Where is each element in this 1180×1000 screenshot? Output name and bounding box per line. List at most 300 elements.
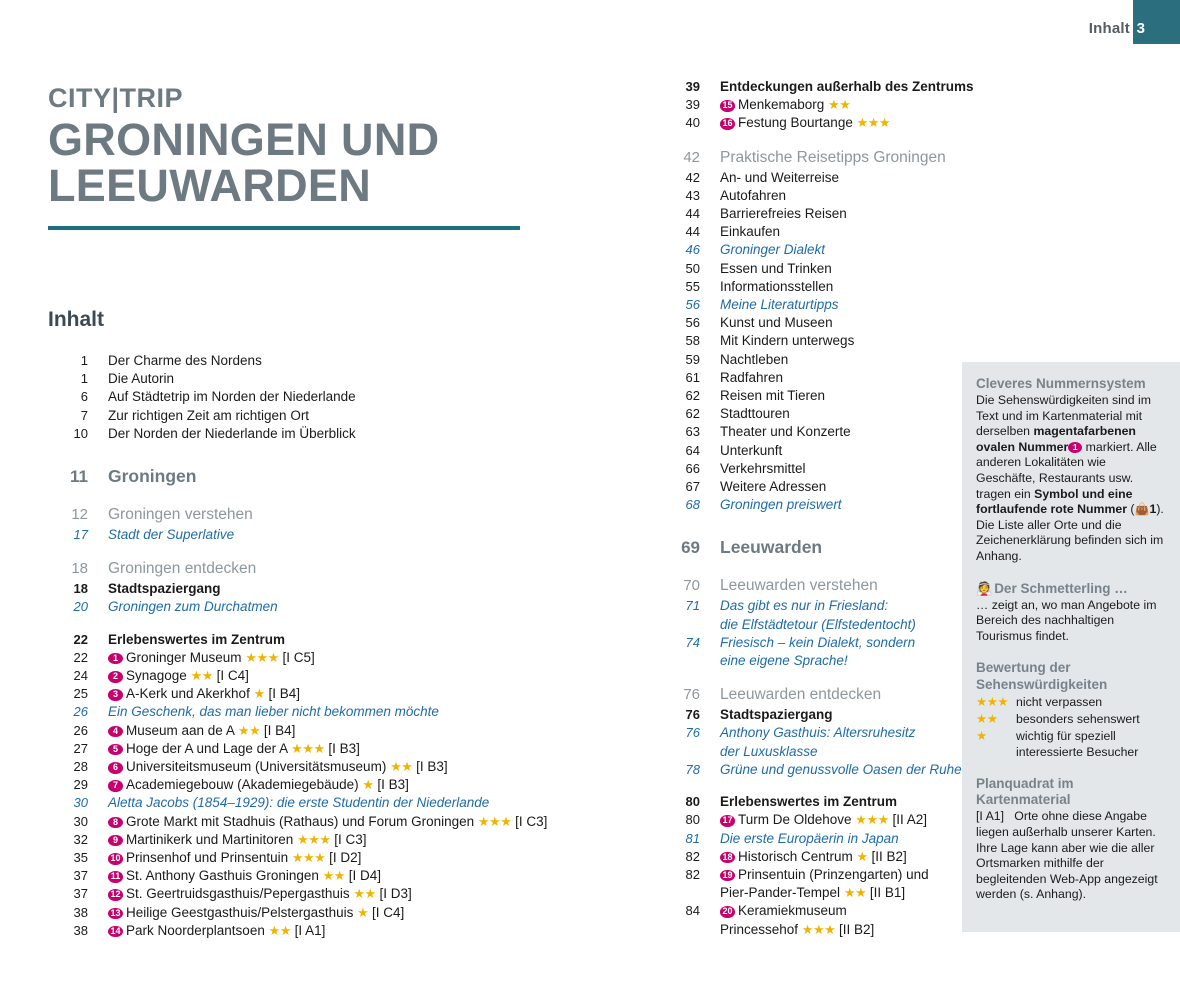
toc-page-number: 42: [683, 148, 700, 166]
toc-entry-label: Auf Städtetrip im Norden der Niederlande: [108, 389, 356, 405]
sidebar-gap-1: [976, 565, 1166, 581]
toc-page-number: 11: [70, 467, 88, 487]
toc-entry-label: Weitere Adressen: [720, 479, 827, 495]
toc-page-number: 44: [685, 206, 700, 222]
toc-page-number: 29: [73, 777, 88, 793]
toc-row[interactable]: [48, 526, 608, 544]
plan-heading: Planquadrat im Kartenmaterial: [976, 776, 1074, 808]
poi-number-badge-icon: 17: [720, 815, 735, 827]
star-rating: ★★★: [291, 850, 326, 866]
plan-code: [I A1]: [976, 809, 1005, 824]
toc-row[interactable]: [660, 205, 960, 223]
toc-row[interactable]: [48, 504, 608, 526]
toc-entry-label: Erlebenswertes im Zentrum: [720, 794, 898, 810]
toc-row[interactable]: [48, 849, 608, 867]
poi-number-badge-icon: 12: [108, 889, 123, 901]
toc-row[interactable]: [660, 793, 960, 811]
toc-page-number: 43: [685, 187, 700, 203]
star-rating: ★★★: [856, 115, 891, 131]
toc-entry-label: Friesisch – kein Dialekt, sondern eine eigene Sprache!: [720, 634, 916, 669]
butterfly-heading: Der Schmetterling …: [994, 580, 1128, 596]
toc-entry-label: Leeuwarden entdecken: [720, 686, 882, 704]
toc-row[interactable]: [48, 722, 608, 740]
bag-number: 1: [1149, 502, 1157, 517]
toc-row[interactable]: [660, 460, 960, 478]
toc-entry-label: Groningen zum Durchatmen: [108, 599, 278, 615]
toc-entry-label: 10 Prinsenhof und Prinsentuin ★★★ [I D2]: [108, 849, 361, 867]
toc-page-number: 40: [685, 115, 700, 131]
poi-number-badge-icon: 6: [108, 762, 123, 774]
toc-entry-label: Theater und Konzerte: [720, 424, 851, 440]
row-spacer: [660, 133, 960, 147]
star-rating: ★★: [976, 712, 998, 727]
toc-entry-label: 8 Grote Markt mit Stadhuis (Rathaus) und Forum Groningen ★★★ [I C3]: [108, 813, 547, 831]
info-sidebar: [962, 362, 1180, 932]
toc-page-number: 1: [80, 353, 88, 368]
map-grid-reference: [I B3]: [324, 740, 360, 756]
star-rating: ★★: [390, 759, 413, 775]
row-spacer: [660, 514, 960, 534]
toc-entry-label: Aletta Jacobs (1854–1929): die erste Studentin der Niederlande: [108, 795, 490, 811]
toc-row[interactable]: [660, 761, 960, 779]
toc-page-number: 69: [681, 538, 700, 558]
toc-row[interactable]: [660, 260, 960, 278]
rating-heading-line-1: Bewertung der: [976, 660, 1071, 676]
toc-entry-label: Groningen verstehen: [108, 506, 253, 524]
star-rating: ★★: [190, 668, 213, 684]
toc-entry-label: Die erste Europäerin in Japan: [720, 830, 899, 846]
toc-row[interactable]: [48, 388, 608, 406]
toc-page-number: 39: [685, 79, 700, 94]
toc-row[interactable]: [660, 830, 960, 848]
poi-number-badge-icon: 5: [108, 744, 123, 756]
toc-page-number: 56: [685, 297, 700, 313]
row-spacer: [48, 544, 608, 558]
toc-row[interactable]: [660, 442, 960, 460]
toc-row[interactable]: [48, 649, 608, 667]
star-rating: ★★★: [855, 812, 889, 828]
toc-page-number: 46: [685, 242, 700, 258]
toc-page-number: 76: [685, 707, 700, 723]
poi-number-badge-icon: 7: [108, 780, 123, 792]
toc-entry-label: Essen und Trinken: [720, 260, 832, 276]
toc-page-number: 37: [73, 886, 88, 902]
toc-row[interactable]: [660, 811, 960, 829]
toc-entry-label: Erlebenswertes im Zentrum: [108, 631, 286, 647]
toc-row[interactable]: [48, 922, 608, 940]
toc-row[interactable]: [48, 758, 608, 776]
star-rating: ★: [976, 729, 987, 744]
book-title-line-2: LEEUWARDEN: [48, 160, 372, 212]
numbering-heading: Cleveres Nummernsystem: [976, 376, 1146, 391]
toc-page-number: 84: [685, 903, 700, 919]
toc-entry-label: Der Charme des Nordens: [108, 353, 262, 368]
toc-row[interactable]: [660, 332, 960, 350]
toc-entry-label: 11 St. Anthony Gasthuis Groningen ★★ [I D4]: [108, 867, 381, 885]
toc-entry-label: Das gibt es nur in Friesland: die Elfstädtetour (Elfstedentocht): [720, 598, 916, 632]
toc-row[interactable]: [660, 241, 960, 259]
star-rating: ★★: [353, 886, 376, 902]
toc-page-number: 68: [685, 497, 700, 513]
star-rating: ★★★: [477, 813, 512, 829]
row-spacer: [48, 617, 608, 631]
toc-row[interactable]: [48, 885, 608, 903]
rating-section: [976, 660, 1166, 760]
numbering-bold-1: magentafarbenen ovalen Nummer: [976, 424, 1136, 454]
page-header: [0, 0, 1180, 46]
toc-entry-label: Einkaufen: [720, 224, 781, 240]
poi-number-badge-icon: 3: [108, 689, 123, 701]
toc-page-number: 18: [71, 560, 88, 578]
plan-section: [976, 776, 1166, 903]
toc-row[interactable]: [660, 478, 960, 496]
toc-row[interactable]: [660, 423, 960, 441]
toc-page-number: 24: [73, 668, 88, 684]
poi-number-badge-icon: 11: [108, 871, 123, 883]
star-rating: ★★: [828, 97, 851, 113]
toc-row[interactable]: [48, 776, 608, 794]
toc-page-number: 22: [73, 631, 88, 647]
map-grid-reference: [II B2]: [867, 848, 907, 864]
map-grid-reference: [I C3]: [330, 831, 367, 847]
toc-page-number: 67: [685, 479, 700, 495]
toc-row[interactable]: [48, 904, 608, 922]
toc-entry-label: Praktische Reisetipps Groningen: [720, 148, 946, 166]
map-grid-reference: [I D4]: [344, 868, 381, 884]
toc-entry-label: Zur richtigen Zeit am richtigen Ort: [108, 407, 310, 423]
poi-number-badge-icon: 13: [108, 908, 123, 920]
toc-entry-label: Die Autorin: [108, 371, 175, 387]
toc-entry-label: Groningen entdecken: [108, 560, 257, 578]
map-grid-reference: [I D2]: [325, 850, 362, 866]
toc-page-number: 50: [685, 260, 700, 276]
butterfly-heading-row: [976, 581, 1166, 597]
toc-heading: Inhalt: [48, 308, 104, 331]
toc-entry-label: Verkehrsmittel: [720, 460, 806, 476]
toc-page-number: 30: [73, 813, 88, 829]
toc-row[interactable]: [48, 685, 608, 703]
toc-page-number: 70: [683, 577, 700, 595]
toc-row[interactable]: [48, 740, 608, 758]
toc-entry-label: Stadt der Superlative: [108, 527, 235, 543]
toc-entry-label: Informationsstellen: [720, 278, 834, 294]
toc-entry-label: Entdeckungen außerhalb des Zentrums: [720, 79, 974, 94]
toc-row[interactable]: [660, 706, 960, 724]
toc-row[interactable]: [660, 534, 960, 561]
toc-entry-label: Stadttouren: [720, 406, 790, 422]
toc-row[interactable]: [660, 684, 960, 706]
toc-page-number: 74: [685, 634, 700, 650]
toc-entry-label: 14 Park Noorderplantsoen ★★ [I A1]: [108, 922, 325, 940]
plan-text: [976, 809, 1166, 903]
toc-entry-label: 1 Groninger Museum ★★★ [I C5]: [108, 649, 315, 667]
toc-page-number: 62: [685, 406, 700, 422]
series-title: CITY|TRIP: [48, 83, 184, 113]
toc-entry-label: 19 Prinsentuin (Prinzengarten) und Pier-Pander-Tempel ★★ [II B1]: [720, 866, 929, 901]
rating-legend-row: [976, 711, 1166, 727]
numbering-text-3: (: [1127, 502, 1135, 517]
toc-row[interactable]: [660, 387, 960, 405]
toc-row[interactable]: [660, 575, 960, 597]
star-rating: ★★: [237, 722, 261, 738]
toc-page-number: 66: [685, 460, 700, 476]
star-rating: ★★★: [297, 831, 331, 847]
toc-entry-label: 4 Museum aan de A ★★ [I B4]: [108, 722, 295, 740]
star-rating: ★★★: [801, 921, 836, 937]
star-rating: ★★: [322, 868, 345, 884]
star-rating: ★: [856, 848, 868, 864]
toc-row[interactable]: [660, 634, 960, 670]
toc-page-number: 17: [73, 527, 88, 543]
toc-entry-label: Anthony Gasthuis: Altersruhesitz der Luxusklasse: [720, 725, 916, 759]
star-rating: ★: [362, 777, 374, 793]
toc-entry-label: 18 Historisch Centrum ★ [II B2]: [720, 848, 907, 866]
toc-page-number: 28: [73, 759, 88, 775]
sidebar-gap-3: [976, 760, 1166, 776]
toc-row[interactable]: [48, 370, 608, 388]
toc-row[interactable]: [48, 425, 608, 443]
toc-row[interactable]: [660, 369, 960, 387]
toc-row[interactable]: [48, 463, 608, 490]
toc-entry-label: Stadtspaziergang: [108, 581, 221, 597]
star-rating: ★: [253, 686, 265, 702]
toc-row[interactable]: [660, 866, 960, 902]
plan-description: Orte ohne diese Angabe liegen außerhalb unserer Karten. Ihre Lage kann aber wie die aller Ortsmarken mithilfe der begleitenden Web-App angezeigt werden (s. Anhang).: [976, 809, 1158, 902]
toc-page-number: 76: [685, 725, 700, 741]
toc-page-number: 30: [73, 795, 88, 811]
toc-entry-label: Stadtspaziergang: [720, 707, 833, 723]
toc-page-number: 39: [685, 97, 700, 113]
butterfly-icon: 👰: [976, 580, 993, 596]
rating-heading-line-2: Sehenswürdigkeiten: [976, 677, 1108, 693]
star-rating: ★: [357, 904, 369, 920]
toc-page-number: 44: [685, 224, 700, 240]
toc-row[interactable]: [660, 78, 974, 96]
numbering-text: [976, 393, 1166, 565]
row-spacer: [660, 561, 960, 575]
butterfly-text: … zeigt an, wo man Angebote im Bereich des nachhaltigen Tourismus findet.: [976, 597, 1157, 643]
toc-row[interactable]: [48, 703, 608, 721]
toc-page-number: 76: [683, 686, 700, 704]
toc-entry-label: Barrierefreies Reisen: [720, 206, 847, 222]
rating-legend-row: [976, 728, 1166, 760]
toc-page-number: 25: [73, 686, 88, 702]
map-grid-reference: [II B1]: [866, 885, 906, 901]
toc-entry-label: Reisen mit Tieren: [720, 388, 826, 404]
header-page-number: 3: [1136, 20, 1145, 37]
poi-number-badge-icon: 19: [720, 870, 735, 882]
toc-entry-label: 12 St. Geertruidsgasthuis/Pepergasthuis ★★ [I D3]: [108, 885, 412, 903]
map-grid-reference: [I C3]: [511, 813, 548, 829]
toc-page-number: 26: [73, 722, 88, 738]
poi-number-badge-icon: 4: [108, 726, 123, 738]
toc-page-number: 1: [80, 371, 88, 387]
toc-page-number: 55: [685, 278, 700, 294]
book-title-line-1: GRONINGEN UND: [48, 114, 440, 165]
toc-entry-label: An- und Weiterreise: [720, 169, 840, 185]
toc-entry-label: 16 Festung Bourtange ★★★: [720, 114, 890, 132]
poi-number-badge-icon: 20: [720, 906, 735, 918]
rating-legend-label: wichtig für speziell interessierte Besucher: [1016, 729, 1139, 760]
toc-entry-label: 9 Martinikerk und Martinitoren ★★★ [I C3]: [108, 831, 367, 849]
toc-page-number: 7: [80, 407, 88, 423]
toc-column-left: [48, 352, 608, 940]
star-rating: ★★: [843, 885, 867, 901]
toc-entry-label: Groninger Dialekt: [720, 242, 826, 258]
toc-row[interactable]: [660, 597, 960, 633]
poi-number-badge-icon: 1: [108, 653, 123, 665]
toc-column-middle: [660, 78, 974, 939]
book-title: [48, 114, 528, 212]
toc-entry-label: Groningen: [108, 466, 197, 487]
poi-number-badge-icon: 2: [108, 671, 123, 683]
toc-page-number: 42: [685, 169, 700, 185]
toc-page-number: 61: [685, 369, 700, 385]
toc-page-number: 71: [685, 598, 700, 614]
toc-entry-label: Unterkunft: [720, 442, 783, 458]
toc-entry-label: 6 Universiteitsmuseum (Universitätsmuseum) ★★ [I B3]: [108, 758, 448, 776]
map-grid-reference: [I B4]: [260, 722, 296, 738]
toc-row[interactable]: [660, 848, 960, 866]
toc-row[interactable]: [660, 147, 960, 169]
toc-entry-label: 13 Heilige Geestgasthuis/Pelstergasthuis ★ [I C4]: [108, 904, 404, 922]
toc-page-number: 58: [685, 333, 700, 349]
toc-row[interactable]: [660, 187, 960, 205]
toc-row[interactable]: [660, 223, 960, 241]
toc-row[interactable]: [660, 351, 960, 369]
toc-page-number: 82: [685, 848, 700, 864]
star-rating: ★★★: [976, 695, 1009, 710]
toc-entry-label: 2 Synagoge ★★ [I C4]: [108, 667, 249, 685]
toc-page-number: 22: [73, 649, 88, 665]
toc-entry-label: Leeuwarden verstehen: [720, 577, 878, 595]
numbering-section: [976, 376, 1166, 565]
toc-row[interactable]: [48, 580, 608, 598]
map-grid-reference: [I C5]: [278, 649, 315, 665]
poi-number-badge-icon: 10: [108, 853, 123, 865]
toc-entry-label: Grüne und genussvolle Oasen der Ruhe: [720, 761, 962, 777]
rating-legend-row: [976, 694, 1166, 710]
butterfly-section: [976, 581, 1166, 645]
toc-page-number: 38: [73, 922, 88, 938]
toc-row[interactable]: [660, 496, 960, 514]
toc-page-number: 38: [73, 904, 88, 920]
toc-row[interactable]: [48, 813, 608, 831]
toc-page-number: 59: [685, 351, 700, 367]
map-grid-reference: [I D3]: [375, 886, 412, 902]
star-rating: ★★★: [245, 649, 279, 665]
toc-row[interactable]: [48, 598, 608, 616]
numbering-text-2: markiert. Alle anderen Lokalitäten wie Geschäfte, Restaurants usw. tragen ein: [976, 439, 1157, 501]
toc-entry-label: 15 Menkemaborg ★★: [720, 96, 850, 114]
toc-page-number: 81: [685, 830, 700, 846]
toc-row[interactable]: [660, 114, 960, 132]
toc-page-number: 63: [685, 424, 700, 440]
toc-entry-label: Radfahren: [720, 369, 784, 385]
toc-page-number: 82: [685, 866, 700, 882]
row-spacer: [48, 490, 608, 504]
toc-row[interactable]: [48, 831, 608, 849]
rating-legend-label: nicht verpassen: [1016, 695, 1103, 710]
header-section-label: Inhalt: [1088, 20, 1130, 37]
toc-row[interactable]: [48, 407, 608, 425]
toc-entry-label: Mit Kindern unterwegs: [720, 333, 855, 349]
toc-entry-label: Autofahren: [720, 187, 787, 203]
map-grid-reference: [I C4]: [212, 668, 249, 684]
toc-page-number: 6: [80, 389, 88, 405]
toc-row[interactable]: [660, 314, 960, 332]
map-grid-reference: [I C4]: [368, 904, 405, 920]
toc-row[interactable]: [48, 558, 608, 580]
toc-page-number: 62: [685, 388, 700, 404]
poi-number-badge-icon: 18: [720, 852, 735, 864]
toc-entry-label: Meine Literaturtipps: [720, 297, 839, 313]
red-shopping-bag-icon: 👜: [1134, 502, 1150, 517]
map-grid-reference: [II B2]: [835, 921, 875, 937]
title-block: [48, 85, 528, 230]
toc-entry-label: Groningen preiswert: [720, 497, 842, 513]
poi-number-badge-icon: 15: [720, 100, 735, 112]
poi-number-badge-icon: 9: [108, 835, 123, 847]
map-grid-reference: [I A1]: [290, 922, 326, 938]
toc-row[interactable]: [48, 667, 608, 685]
toc-page-number: 35: [73, 850, 88, 866]
toc-page-number: 37: [73, 868, 88, 884]
magenta-oval-badge-icon: 1: [1068, 442, 1082, 453]
toc-entry-label: Der Norden der Niederlande im Überblick: [108, 425, 356, 441]
toc-page-number: 18: [73, 581, 88, 597]
star-rating: ★★: [268, 922, 291, 938]
toc-page-number: 20: [73, 599, 88, 615]
poi-number-badge-icon: 16: [720, 118, 735, 130]
toc-page-number: 32: [73, 831, 88, 847]
map-grid-reference: [II A2]: [888, 812, 928, 828]
toc-row[interactable]: [48, 631, 608, 649]
title-divider: [48, 226, 520, 230]
toc-row[interactable]: [660, 296, 960, 314]
toc-entry-label: Ein Geschenk, das man lieber nicht bekommen möchte: [108, 704, 439, 720]
toc-row[interactable]: [660, 902, 960, 938]
toc-entry-label: 20 Keramiekmuseum Princessehof ★★★ [II B2]: [720, 903, 875, 937]
toc-entry-label: Kunst und Museen: [720, 315, 833, 331]
toc-row[interactable]: [660, 96, 960, 114]
toc-page-number: 80: [685, 812, 700, 828]
toc-entry-label: 5 Hoge der A und Lage der A ★★★ [I B3]: [108, 740, 360, 758]
numbering-bold-2: Symbol und eine fortlaufende rote Nummer: [976, 486, 1133, 517]
row-spacer: [660, 779, 960, 793]
toc-row[interactable]: [660, 169, 960, 187]
toc-page-number: 27: [73, 740, 88, 756]
toc-row[interactable]: [48, 794, 608, 812]
rating-legend-label-cont: interessierte Besucher: [1016, 745, 1139, 760]
star-rating: ★★★: [291, 740, 325, 756]
toc-page-number: 56: [685, 315, 700, 331]
row-spacer: [48, 443, 608, 463]
toc-row[interactable]: [48, 352, 608, 370]
toc-row[interactable]: [48, 867, 608, 885]
numbering-text-4: ). Die Liste aller Orte und die Zeichenerklärung befinden sich im Anhang.: [976, 502, 1164, 563]
toc-page-number: 12: [71, 506, 88, 524]
toc-page-number: 26: [73, 704, 88, 720]
toc-row[interactable]: [660, 724, 960, 760]
sidebar-gap-2: [976, 644, 1166, 660]
numbering-text-1: Die Sehenswürdigkeiten sind im Text und im Kartenmaterial mit derselben: [976, 393, 1151, 439]
row-spacer: [660, 670, 960, 684]
toc-row[interactable]: [660, 278, 960, 296]
toc-row[interactable]: [660, 405, 960, 423]
toc-entry-label: 7 Academiegebouw (Akademiegebäude) ★ [I B3]: [108, 776, 409, 794]
toc-page-number: 64: [685, 442, 700, 458]
